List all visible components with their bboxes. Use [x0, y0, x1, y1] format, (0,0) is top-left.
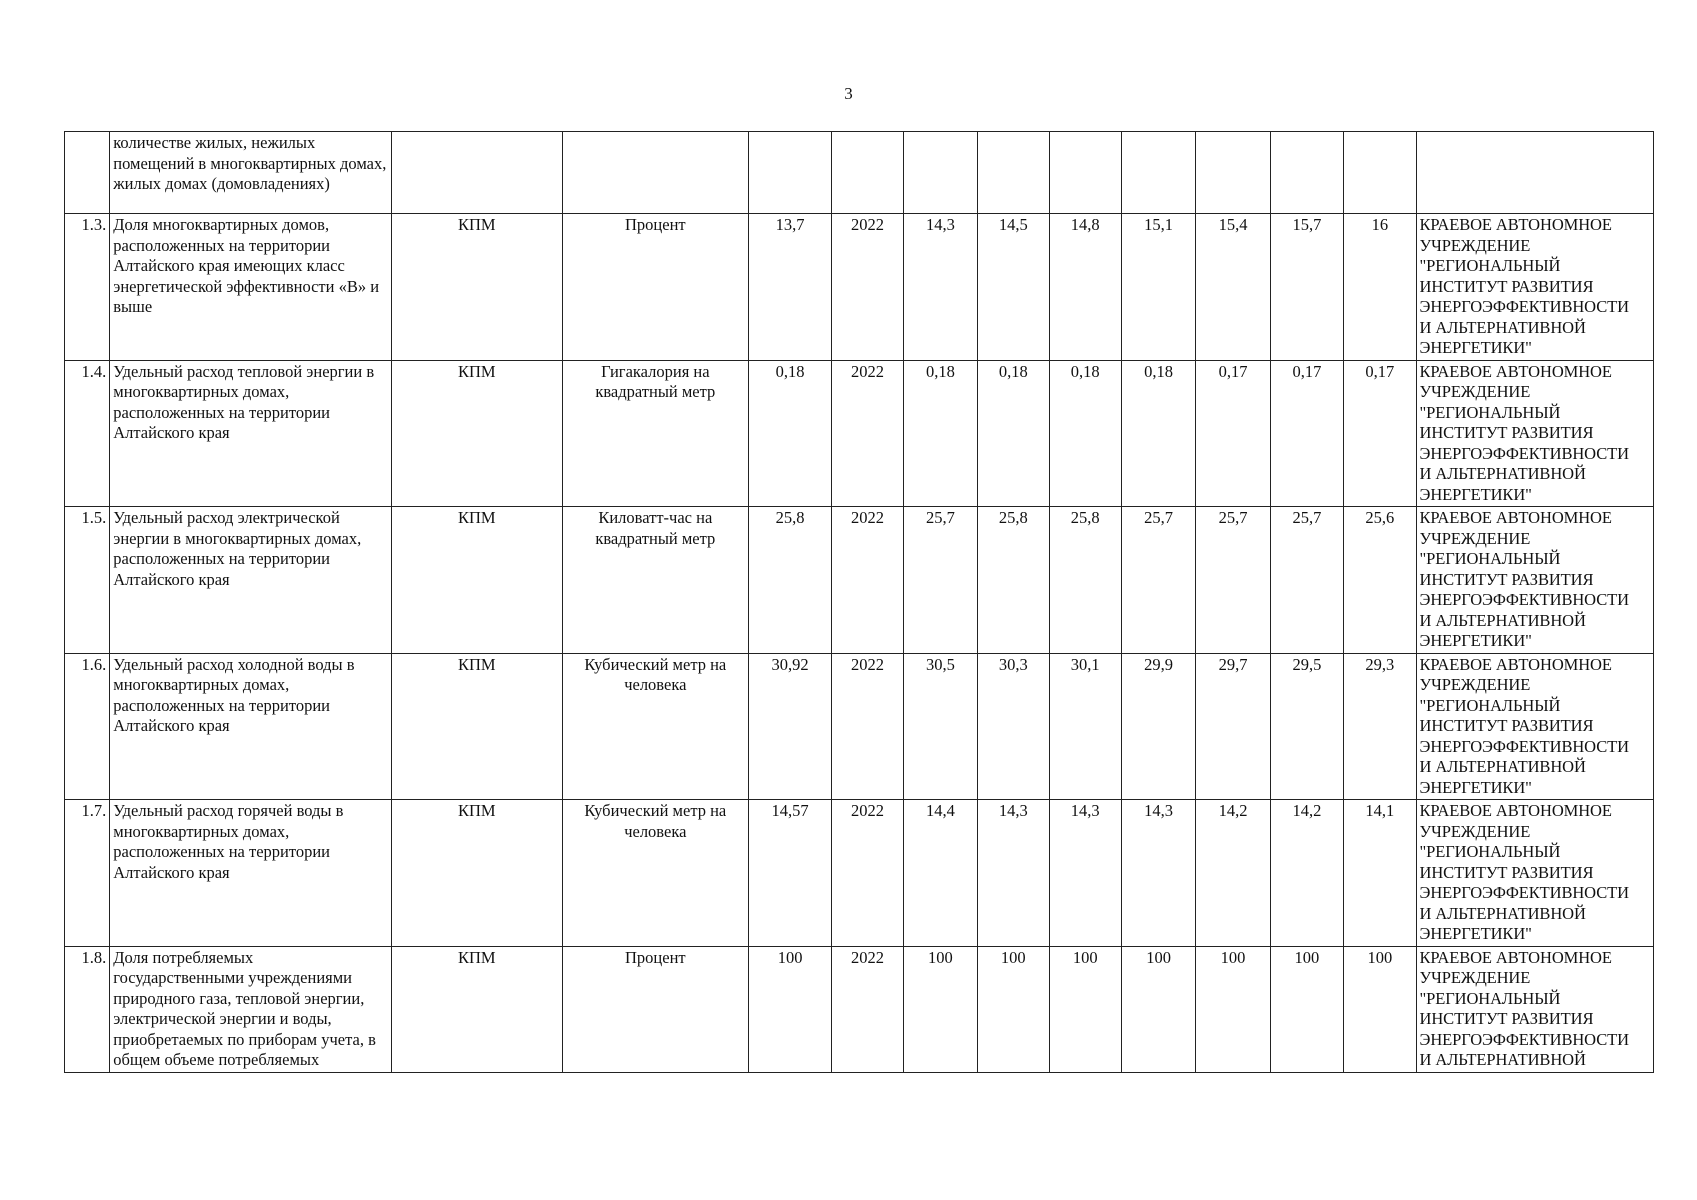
base-year-cell — [832, 132, 903, 214]
value-cell: 25,8 — [1049, 507, 1121, 654]
table-row — [65, 946, 1654, 1072]
value-cell: 30,3 — [978, 653, 1049, 800]
base-value-cell: 13,7 — [748, 214, 831, 361]
type-cell: КПМ — [391, 507, 562, 654]
value-cell — [1121, 132, 1195, 214]
type-cell — [391, 132, 562, 214]
unit-cell: Процент — [562, 214, 748, 361]
value-cell: 14,3 — [903, 214, 977, 361]
value-cell: 14,4 — [903, 800, 977, 947]
value-cell: 15,4 — [1196, 214, 1270, 361]
org-cell — [1416, 132, 1653, 214]
value-cell: 30,1 — [1049, 653, 1121, 800]
unit-cell: Киловатт-час на квадратный метр — [562, 507, 748, 654]
org-cell: КРАЕВОЕ АВТОНОМНОЕ УЧРЕЖДЕНИЕ "РЕГИОНАЛЬНЫЙ ИНСТИТУТ РАЗВИТИЯ ЭНЕРГОЭФФЕКТИВНОСТИ И АЛЬТЕРНАТИВНОЙ — [1416, 946, 1653, 1072]
indicator-name-cell: Удельный расход горячей воды в многоквартирных домах, расположенных на территории Алтайского края — [110, 800, 392, 947]
base-year-cell: 2022 — [832, 946, 903, 1072]
org-cell: КРАЕВОЕ АВТОНОМНОЕ УЧРЕЖДЕНИЕ "РЕГИОНАЛЬНЫЙ ИНСТИТУТ РАЗВИТИЯ ЭНЕРГОЭФФЕКТИВНОСТИ И АЛЬТЕРНАТИВНОЙ ЭНЕРГЕТИКИ" — [1416, 507, 1653, 654]
value-cell: 30,5 — [903, 653, 977, 800]
value-cell — [1049, 132, 1121, 214]
value-cell: 25,7 — [1196, 507, 1270, 654]
type-cell: КПМ — [391, 800, 562, 947]
base-value-cell: 25,8 — [748, 507, 831, 654]
value-cell: 14,8 — [1049, 214, 1121, 361]
value-cell — [1344, 132, 1416, 214]
value-cell: 14,2 — [1196, 800, 1270, 947]
value-cell: 14,3 — [1049, 800, 1121, 947]
value-cell: 29,7 — [1196, 653, 1270, 800]
value-cell: 14,1 — [1344, 800, 1416, 947]
table-row — [65, 800, 1654, 947]
indicator-name-cell: Доля потребляемых государственными учреждениями природного газа, тепловой энергии, электрической энергии и воды, приобретаемых по приборам учета, в общем объеме потребляемых — [110, 946, 392, 1072]
value-cell: 100 — [1270, 946, 1343, 1072]
num-cell — [65, 132, 110, 214]
indicator-name-cell: Удельный расход холодной воды в многоквартирных домах, расположенных на территории Алтайского края — [110, 653, 392, 800]
value-cell: 100 — [1121, 946, 1195, 1072]
table-row — [65, 653, 1654, 800]
value-cell: 29,9 — [1121, 653, 1195, 800]
value-cell — [1196, 132, 1270, 214]
page-number: 3 — [844, 84, 853, 103]
indicator-name-cell: Удельный расход электрической энергии в многоквартирных домах, расположенных на территории Алтайского края — [110, 507, 392, 654]
value-cell: 0,17 — [1344, 360, 1416, 507]
org-cell: КРАЕВОЕ АВТОНОМНОЕ УЧРЕЖДЕНИЕ "РЕГИОНАЛЬНЫЙ ИНСТИТУТ РАЗВИТИЯ ЭНЕРГОЭФФЕКТИВНОСТИ И АЛЬТЕРНАТИВНОЙ ЭНЕРГЕТИКИ" — [1416, 214, 1653, 361]
indicator-name-cell: Удельный расход тепловой энергии в многоквартирных домах, расположенных на территории Алтайского края — [110, 360, 392, 507]
value-cell: 100 — [1049, 946, 1121, 1072]
base-year-cell: 2022 — [832, 507, 903, 654]
table-row — [65, 360, 1654, 507]
value-cell: 29,5 — [1270, 653, 1343, 800]
indicators-table — [64, 131, 1654, 1073]
value-cell: 14,3 — [978, 800, 1049, 947]
value-cell — [1270, 132, 1343, 214]
value-cell: 100 — [1344, 946, 1416, 1072]
num-cell: 1.6. — [65, 653, 110, 800]
value-cell: 100 — [1196, 946, 1270, 1072]
indicator-name-cell: Доля многоквартирных домов, расположенных на территории Алтайского края имеющих класс энергетической эффективности «B» и выше — [110, 214, 392, 361]
value-cell: 14,2 — [1270, 800, 1343, 947]
value-cell — [903, 132, 977, 214]
base-value-cell: 100 — [748, 946, 831, 1072]
base-year-cell: 2022 — [832, 214, 903, 361]
value-cell: 25,7 — [1270, 507, 1343, 654]
value-cell: 0,18 — [903, 360, 977, 507]
org-cell: КРАЕВОЕ АВТОНОМНОЕ УЧРЕЖДЕНИЕ "РЕГИОНАЛЬНЫЙ ИНСТИТУТ РАЗВИТИЯ ЭНЕРГОЭФФЕКТИВНОСТИ И АЛЬТЕРНАТИВНОЙ ЭНЕРГЕТИКИ" — [1416, 800, 1653, 947]
value-cell: 25,8 — [978, 507, 1049, 654]
table-row — [65, 507, 1654, 654]
table-row — [65, 132, 1654, 214]
num-cell: 1.5. — [65, 507, 110, 654]
value-cell: 16 — [1344, 214, 1416, 361]
base-value-cell: 30,92 — [748, 653, 831, 800]
value-cell: 25,7 — [903, 507, 977, 654]
type-cell: КПМ — [391, 653, 562, 800]
org-cell: КРАЕВОЕ АВТОНОМНОЕ УЧРЕЖДЕНИЕ "РЕГИОНАЛЬНЫЙ ИНСТИТУТ РАЗВИТИЯ ЭНЕРГОЭФФЕКТИВНОСТИ И АЛЬТЕРНАТИВНОЙ ЭНЕРГЕТИКИ" — [1416, 653, 1653, 800]
unit-cell: Процент — [562, 946, 748, 1072]
value-cell: 0,18 — [1049, 360, 1121, 507]
unit-cell: Кубический метр на человека — [562, 653, 748, 800]
num-cell: 1.4. — [65, 360, 110, 507]
type-cell: КПМ — [391, 360, 562, 507]
base-value-cell — [748, 132, 831, 214]
type-cell: КПМ — [391, 214, 562, 361]
value-cell: 0,17 — [1196, 360, 1270, 507]
base-year-cell: 2022 — [832, 653, 903, 800]
org-cell: КРАЕВОЕ АВТОНОМНОЕ УЧРЕЖДЕНИЕ "РЕГИОНАЛЬНЫЙ ИНСТИТУТ РАЗВИТИЯ ЭНЕРГОЭФФЕКТИВНОСТИ И АЛЬТЕРНАТИВНОЙ ЭНЕРГЕТИКИ" — [1416, 360, 1653, 507]
value-cell: 25,7 — [1121, 507, 1195, 654]
base-year-cell: 2022 — [832, 360, 903, 507]
base-year-cell: 2022 — [832, 800, 903, 947]
value-cell: 100 — [978, 946, 1049, 1072]
table-row — [65, 214, 1654, 361]
type-cell: КПМ — [391, 946, 562, 1072]
value-cell: 100 — [903, 946, 977, 1072]
unit-cell: Кубический метр на человека — [562, 800, 748, 947]
value-cell: 14,5 — [978, 214, 1049, 361]
value-cell: 0,17 — [1270, 360, 1343, 507]
value-cell: 15,7 — [1270, 214, 1343, 361]
value-cell: 0,18 — [978, 360, 1049, 507]
value-cell — [978, 132, 1049, 214]
unit-cell — [562, 132, 748, 214]
unit-cell: Гигакалория на квадратный метр — [562, 360, 748, 507]
value-cell: 0,18 — [1121, 360, 1195, 507]
base-value-cell: 14,57 — [748, 800, 831, 947]
value-cell: 15,1 — [1121, 214, 1195, 361]
value-cell: 29,3 — [1344, 653, 1416, 800]
base-value-cell: 0,18 — [748, 360, 831, 507]
value-cell: 14,3 — [1121, 800, 1195, 947]
num-cell: 1.8. — [65, 946, 110, 1072]
value-cell: 25,6 — [1344, 507, 1416, 654]
num-cell: 1.7. — [65, 800, 110, 947]
num-cell: 1.3. — [65, 214, 110, 361]
indicator-name-cell: количестве жилых, нежилых помещений в многоквартирных домах, жилых домах (домовладениях) — [110, 132, 392, 214]
